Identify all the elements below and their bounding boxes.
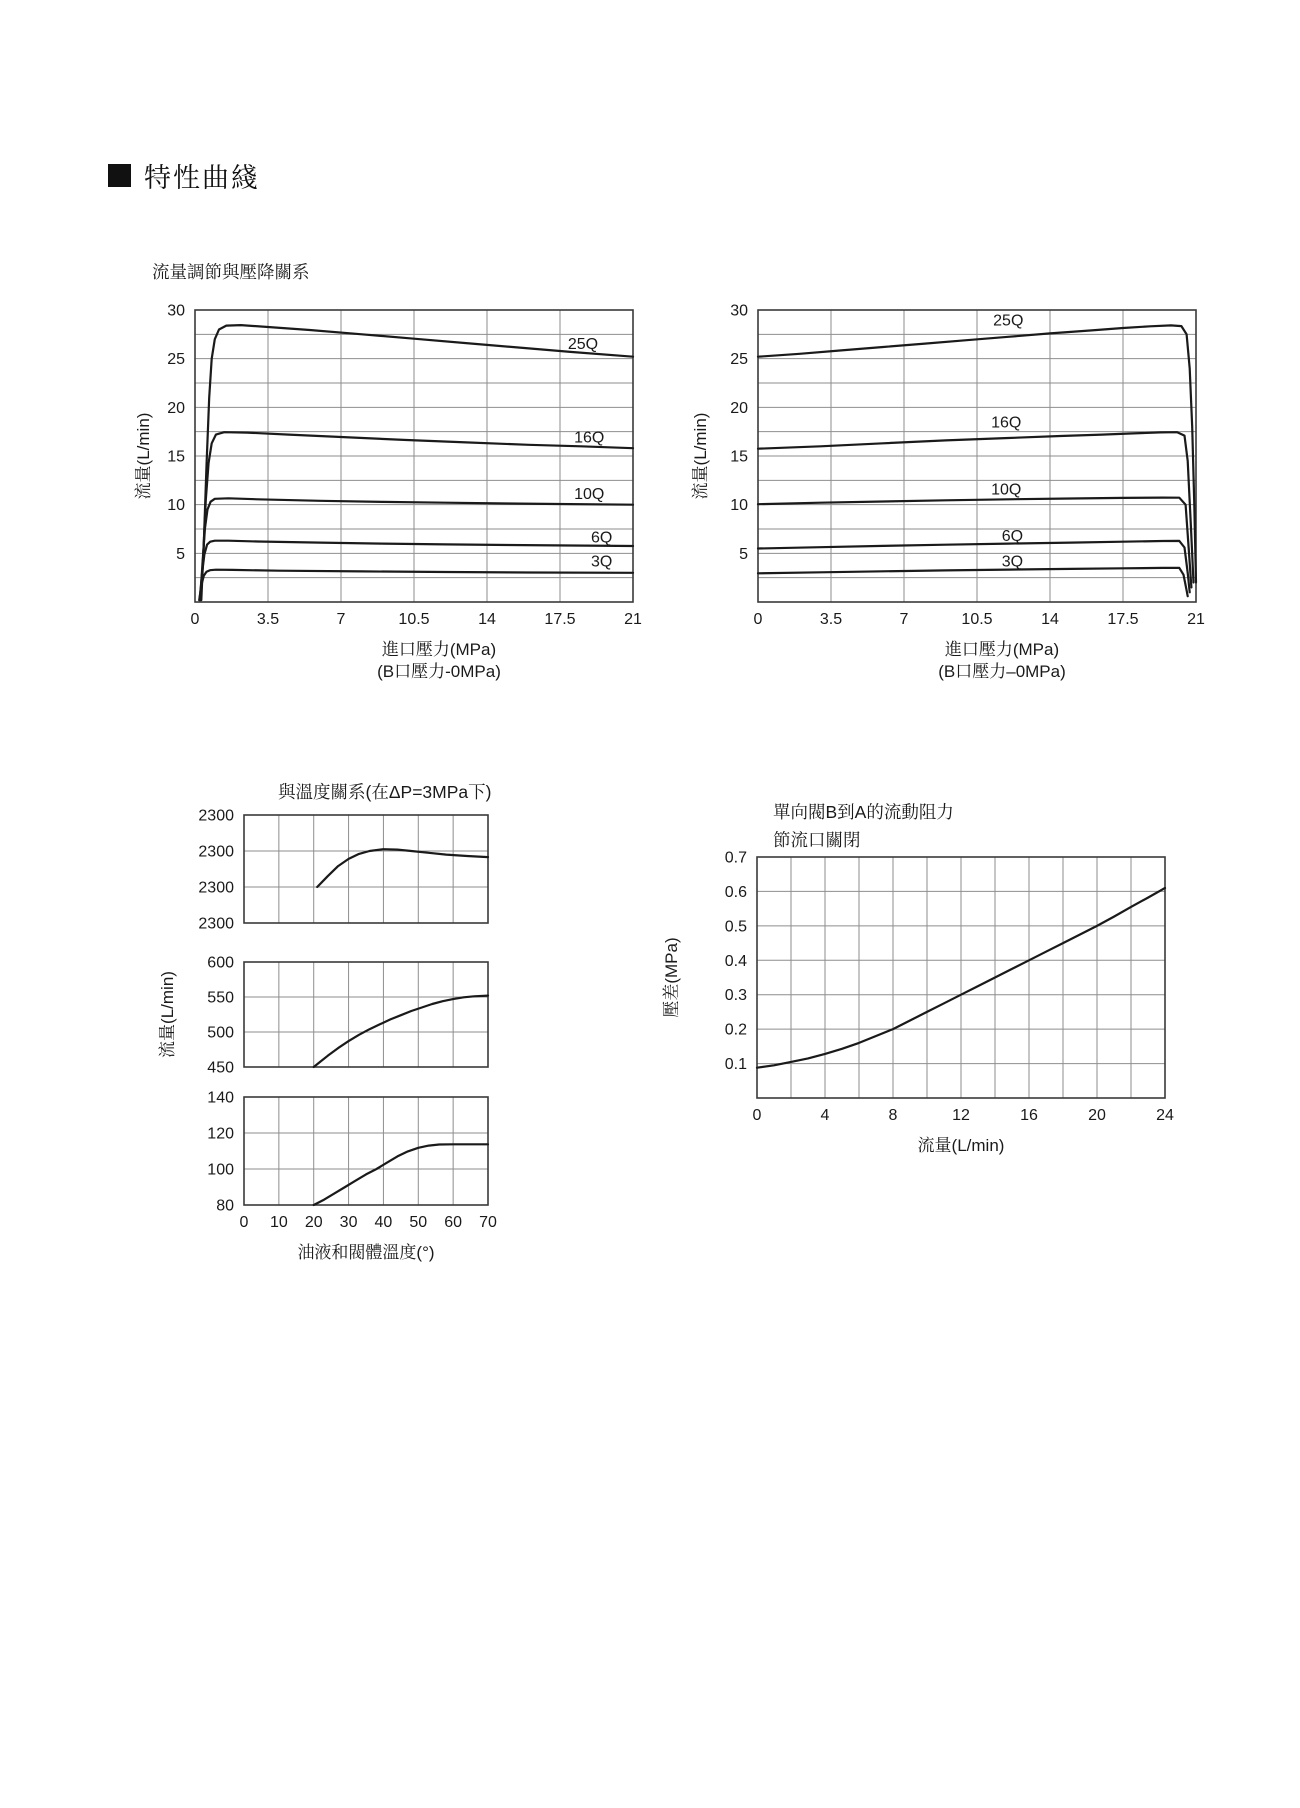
- y-tick-label: 30: [167, 302, 185, 320]
- curve-label: 16Q: [574, 429, 605, 447]
- x-tick-label: 10.5: [961, 611, 993, 628]
- y-tick-label: 0.4: [724, 952, 747, 970]
- chart-flow-vs-temperature-sub1: [140, 765, 540, 935]
- y-axis-caption: 流量(L/min): [691, 412, 710, 500]
- curve-16Q: [758, 432, 1194, 582]
- x-tick-label: 4: [820, 1107, 830, 1124]
- x-tick-label: 24: [1156, 1107, 1174, 1124]
- x-tick-label: 14: [1041, 611, 1059, 628]
- x-tick-label: 8: [888, 1107, 898, 1124]
- x-tick-label: 10.5: [398, 611, 430, 628]
- plot-border: [244, 815, 488, 923]
- curve-6Q: [758, 541, 1190, 592]
- curve-label: 3Q: [1001, 553, 1024, 571]
- curve-label: 6Q: [1001, 527, 1024, 545]
- x-tick-label: 0: [190, 611, 200, 628]
- y-tick-label: 0.3: [724, 987, 747, 1005]
- x-axis-caption-line2: (B口壓力–0MPa): [938, 662, 1066, 681]
- x-tick-label: 16: [1020, 1107, 1038, 1124]
- chart-title: 與溫度關系(在ΔP=3MPa下): [278, 782, 492, 802]
- y-tick-label: 15: [167, 448, 185, 466]
- x-tick-label: 40: [374, 1214, 393, 1231]
- curve: [317, 849, 488, 887]
- square-bullet-icon: [108, 164, 131, 187]
- curve-25Q: [201, 325, 633, 600]
- y-tick-label: 2300: [198, 879, 234, 897]
- x-tick-label: 60: [444, 1214, 463, 1231]
- chart-flow-vs-pressure-drop-right: [683, 244, 1243, 694]
- y-tick-label: 30: [730, 302, 748, 320]
- x-tick-label: 0: [753, 611, 763, 628]
- y-tick-label: 2300: [198, 843, 234, 861]
- x-tick-label: 21: [1187, 611, 1205, 628]
- curve-label: 10Q: [574, 485, 605, 503]
- curve-label: 3Q: [591, 553, 613, 571]
- y-axis-caption: 流量(L/min): [134, 412, 153, 500]
- chart-title: 流量調節與壓降關系: [152, 262, 310, 282]
- x-tick-label: 30: [339, 1214, 358, 1231]
- chart-title: 單向閥B到A的流動阻力: [773, 802, 954, 822]
- x-tick-label: 14: [478, 611, 496, 628]
- x-tick-label: 0: [239, 1214, 249, 1231]
- y-tick-label: 600: [207, 954, 234, 972]
- y-tick-label: 450: [207, 1059, 234, 1077]
- x-axis-caption: 進口壓力(MPa): [381, 640, 497, 659]
- x-axis-caption: 油液和閥體溫度(°): [297, 1243, 435, 1262]
- y-tick-label: 20: [167, 399, 185, 417]
- y-tick-label: 120: [207, 1125, 234, 1143]
- x-tick-label: 0: [752, 1107, 762, 1124]
- curve: [314, 996, 488, 1067]
- y-tick-label: 0.6: [724, 883, 747, 901]
- y-tick-label: 5: [176, 545, 185, 563]
- page-header: [108, 156, 260, 195]
- x-tick-label: 21: [624, 611, 642, 628]
- y-tick-label: 0.5: [724, 918, 747, 936]
- x-axis-caption: 流量(L/min): [917, 1136, 1005, 1155]
- y-tick-label: 25: [167, 351, 185, 369]
- plot-border: [244, 962, 488, 1067]
- y-tick-label: 2300: [198, 807, 234, 825]
- x-axis-caption: 進口壓力(MPa): [944, 640, 1060, 659]
- plot-border: [244, 1097, 488, 1205]
- y-tick-label: 0.1: [724, 1056, 747, 1074]
- curve-label: 25Q: [567, 336, 599, 354]
- y-tick-label: 0.7: [724, 849, 747, 867]
- y-axis-caption: 流量(L/min): [158, 971, 177, 1058]
- curve-16Q: [201, 429, 633, 600]
- chart-flow-vs-temperature-sub3: [140, 1080, 540, 1280]
- y-tick-label: 100: [207, 1161, 234, 1179]
- y-tick-label: 25: [730, 351, 748, 369]
- x-tick-label: 17.5: [1107, 611, 1139, 628]
- curve-10Q: [200, 498, 633, 600]
- x-tick-label: 70: [479, 1214, 497, 1231]
- y-tick-label: 10: [730, 497, 748, 515]
- curve-label: 10Q: [991, 481, 1022, 499]
- y-tick-label: 550: [207, 989, 234, 1007]
- x-tick-label: 50: [409, 1214, 428, 1231]
- chart-flow-vs-pressure-drop-left: [120, 244, 680, 694]
- chart-flow-vs-temperature-sub2: [140, 940, 540, 1080]
- y-tick-label: 140: [207, 1089, 234, 1107]
- x-tick-label: 20: [1088, 1107, 1106, 1124]
- x-tick-label: 12: [952, 1107, 970, 1124]
- curve-label: 25Q: [993, 312, 1024, 330]
- curve-3Q: [199, 570, 633, 600]
- y-tick-label: 10: [167, 497, 185, 515]
- x-tick-label: 17.5: [544, 611, 576, 628]
- y-tick-label: 15: [730, 448, 748, 466]
- y-tick-label: 500: [207, 1024, 234, 1042]
- page-title: 特性曲綫: [144, 163, 260, 193]
- x-tick-label: 7: [336, 611, 346, 628]
- y-tick-label: 0.2: [724, 1021, 747, 1039]
- x-tick-label: 3.5: [256, 611, 280, 628]
- y-tick-label: 20: [730, 399, 748, 417]
- x-axis-caption-line2: (B口壓力-0MPa): [377, 662, 501, 681]
- x-tick-label: 20: [304, 1214, 323, 1231]
- y-axis-caption: 壓差(MPa): [662, 937, 681, 1018]
- chart-title-line2: 節流口關閉: [773, 830, 861, 850]
- x-tick-label: 3.5: [819, 611, 843, 628]
- x-tick-label: 10: [269, 1214, 288, 1231]
- curve-label: 6Q: [591, 529, 613, 547]
- chart-check-valve-flow-resistance: [660, 690, 1220, 1170]
- y-tick-label: 80: [216, 1197, 234, 1215]
- y-tick-label: 5: [739, 545, 748, 563]
- y-tick-label: 2300: [198, 915, 234, 933]
- curve: [314, 1144, 488, 1205]
- curve-label: 16Q: [991, 414, 1022, 432]
- x-tick-label: 7: [899, 611, 909, 628]
